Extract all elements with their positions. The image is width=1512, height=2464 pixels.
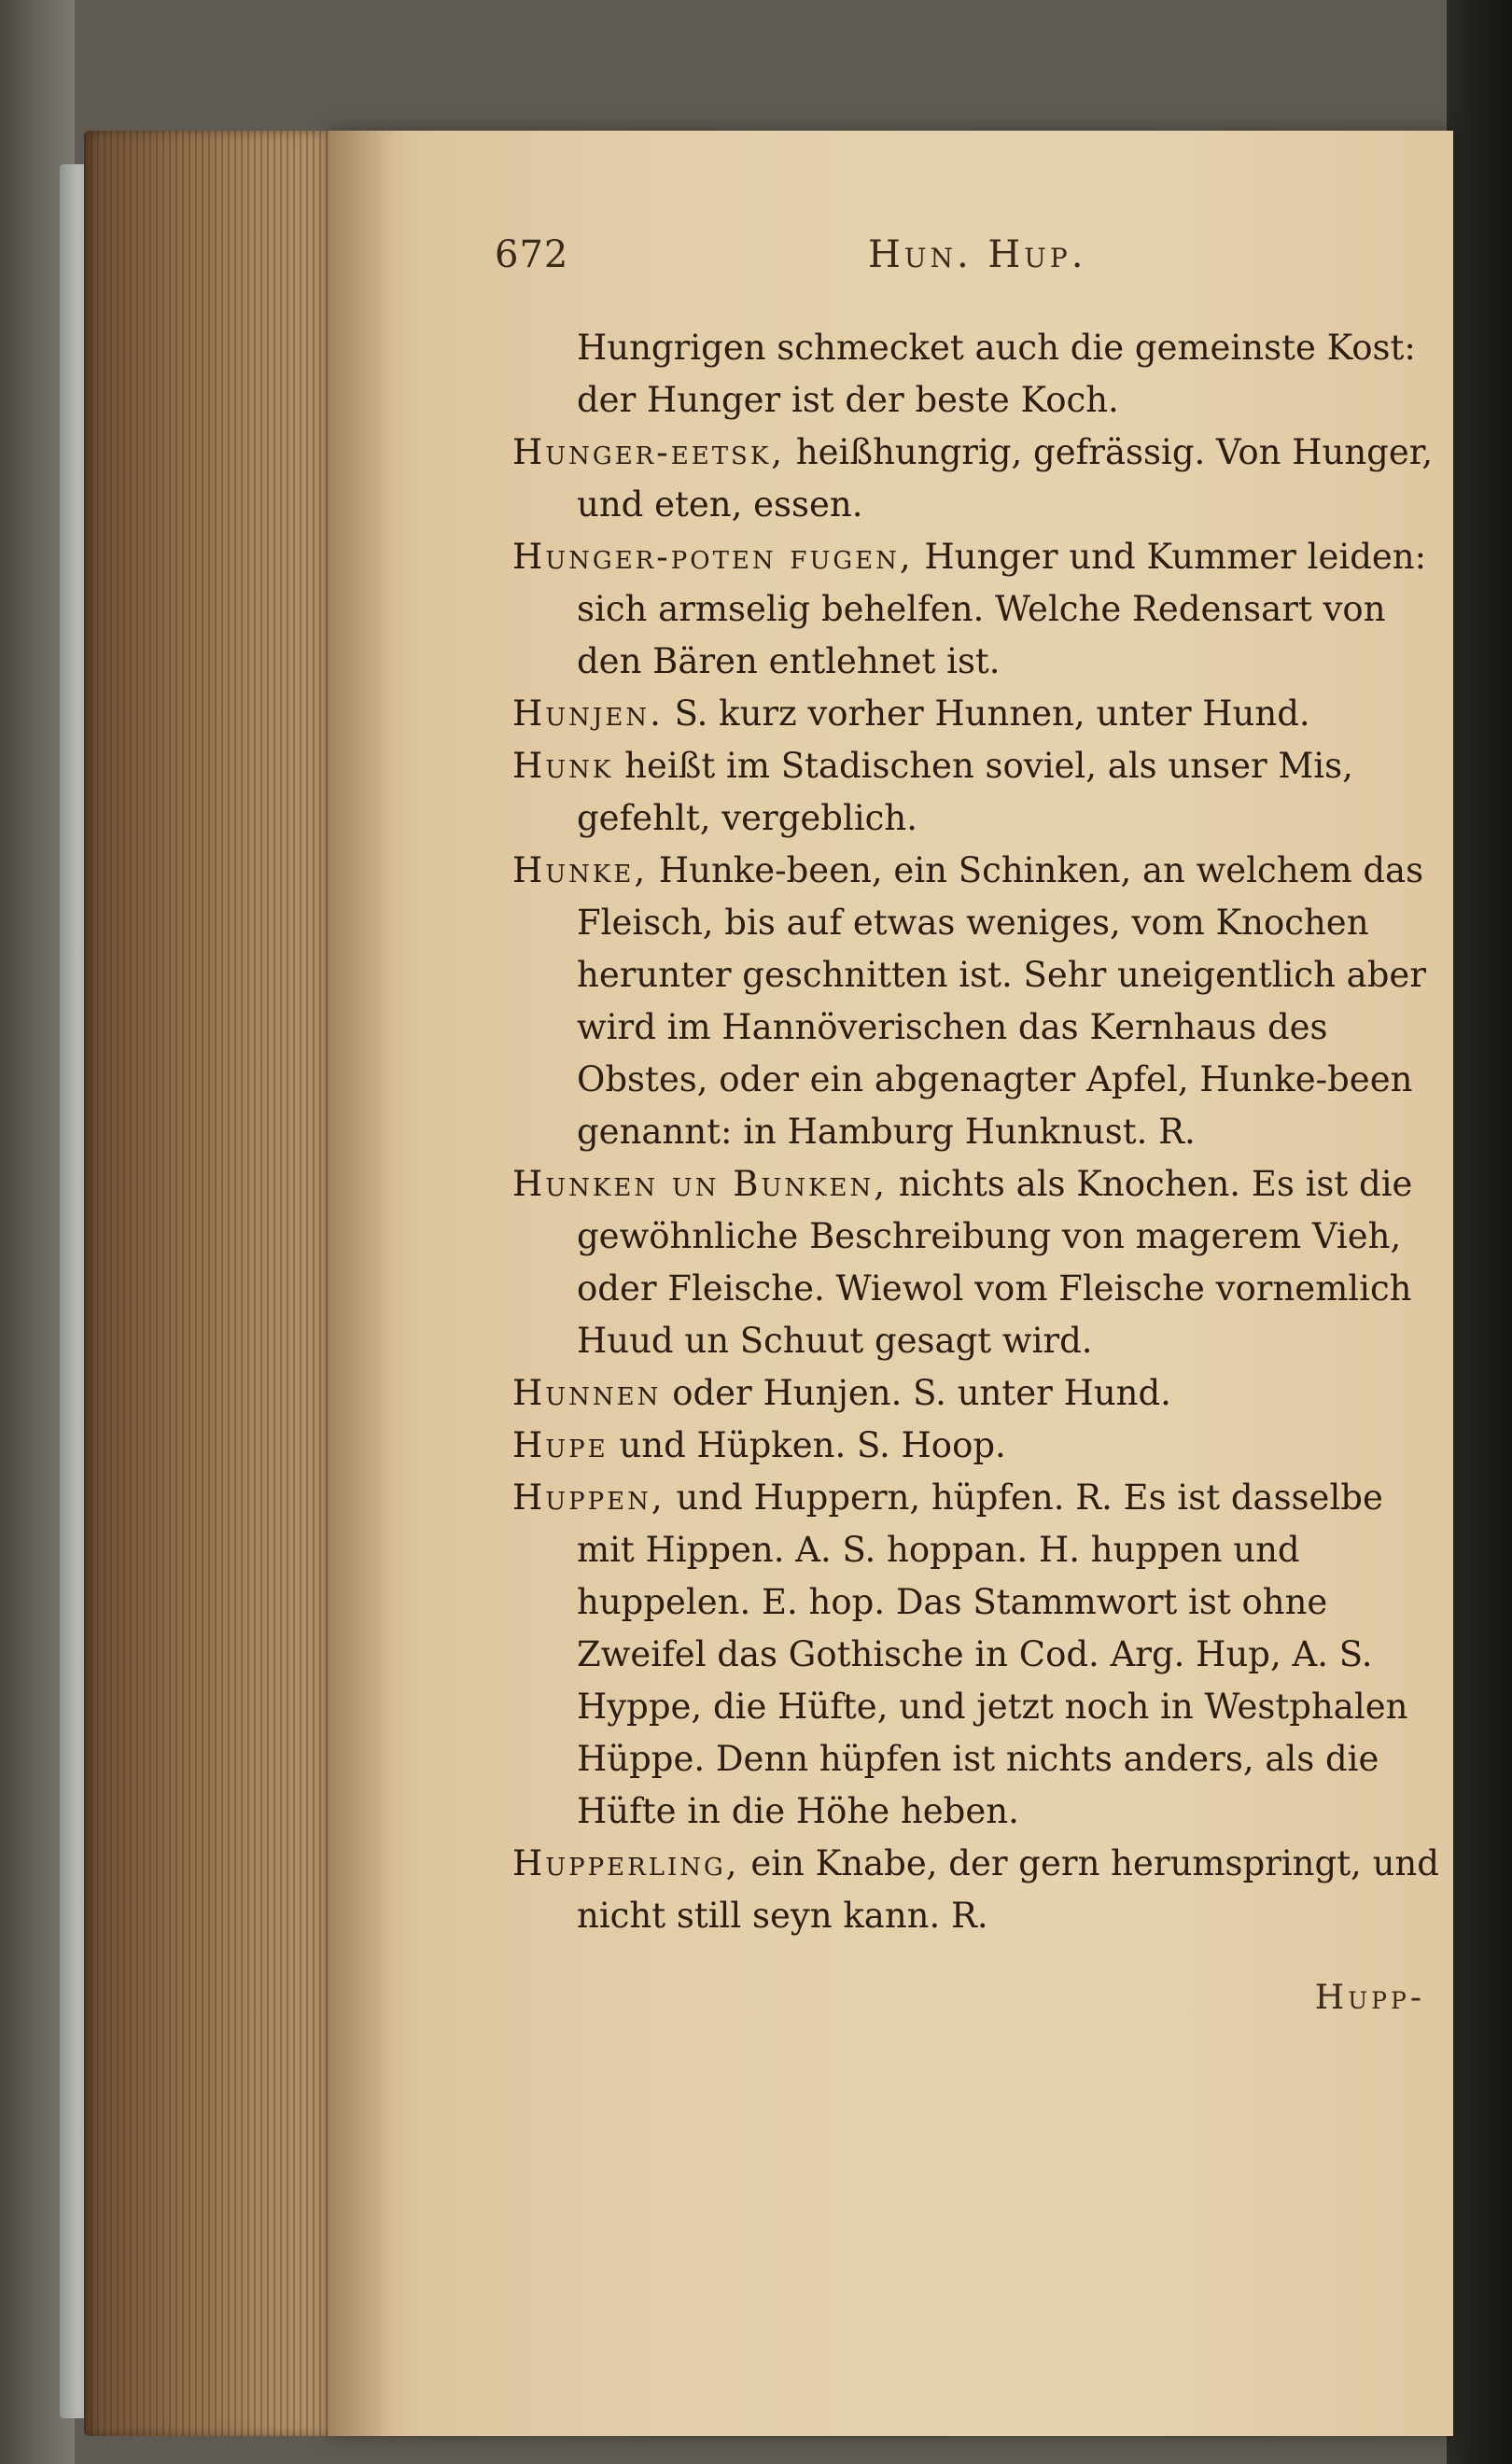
scanner-background-right	[1447, 0, 1512, 2464]
entry-text: Hunke-been, ein Schinken, an welchem das Fleisch, bis auf etwas weniges, vom Knochen herunter geschnitten ist. Sehr uneigentlich aber wird im Hannöverischen das Kernhaus des Obstes, oder ein abgenagter Apfel, Hunke-been genannt: in Hamburg Hunknust. R.	[577, 850, 1427, 1152]
entry-headword: Hupe	[512, 1425, 609, 1465]
dictionary-entry	[512, 1420, 1446, 1472]
entry-headword: Hunken un Bunken,	[512, 1164, 889, 1204]
entry-text: ein Knabe, der gern herumspringt, und nicht still seyn kann. R.	[577, 1843, 1439, 1936]
entry-text: und Huppern, hüpfen. R. Es ist dasselbe mit Hippen. A. S. hoppan. H. huppen und huppelen. E. hop. Das Stammwort ist ohne Zweifel das Gothische in Cod. Arg. Hup, A. S. Hyppe, die Hüfte, und jetzt noch in Westphalen Hüppe. Denn hüpfen ist nichts anders, als die Hüfte in die Höhe heben.	[577, 1477, 1408, 1831]
entry-text: Hunger und Kummer leiden: sich armselig behelfen. Welche Redensart von den Bären entlehnet ist.	[577, 537, 1427, 681]
dictionary-entry	[512, 322, 1446, 427]
catchword: Hupp-	[1314, 1979, 1425, 2017]
dictionary-entry	[512, 1158, 1446, 1367]
gutter-shadow	[329, 131, 394, 2436]
running-head	[495, 233, 1129, 289]
entry-headword: Huppen,	[512, 1477, 665, 1518]
dictionary-entry	[512, 531, 1446, 688]
entry-headword: Hunger-eetsk,	[512, 432, 786, 472]
dictionary-entry	[512, 1472, 1446, 1838]
entry-text: oder Hunjen. S. unter Hund.	[672, 1373, 1171, 1413]
dictionary-entry	[512, 1838, 1446, 1942]
entry-text: Hungrigen schmecket auch die gemeinste Kost: der Hunger ist der beste Koch.	[577, 328, 1416, 420]
dictionary-entry	[512, 688, 1446, 740]
page-edges	[84, 131, 336, 2436]
dictionary-entry	[512, 427, 1446, 531]
entry-headword: Hunke,	[512, 850, 649, 890]
entry-text: und Hüpken. S. Hoop.	[619, 1425, 1006, 1465]
entry-text: S. kurz vorher Hunnen, unter Hund.	[674, 693, 1310, 734]
dictionary-entries	[512, 322, 1446, 1942]
page-number: 672	[495, 233, 569, 276]
entry-headword: Hunnen	[512, 1373, 662, 1413]
entry-headword: Hunk	[512, 746, 614, 786]
entry-headword: Hupperling,	[512, 1843, 740, 1883]
book-page	[329, 131, 1453, 2436]
header-title: Hun. Hup.	[868, 233, 1087, 276]
dictionary-entry	[512, 845, 1446, 1158]
entry-headword: Hunjen.	[512, 693, 664, 734]
dictionary-entry	[512, 740, 1446, 845]
dictionary-entry	[512, 1367, 1446, 1420]
entry-text: nichts als Knochen. Es ist die gewöhnliche Beschreibung von magerem Vieh, oder Fleische. Wiewol vom Fleische vornemlich Huud un Schuut gesagt wird.	[577, 1164, 1413, 1361]
entry-text: heißhungrig, gefrässig. Von Hunger, und eten, essen.	[577, 432, 1434, 525]
entry-text: heißt im Stadischen soviel, als unser Mis, gefehlt, vergeblich.	[577, 746, 1353, 838]
entry-headword: Hunger-poten fugen,	[512, 537, 914, 577]
